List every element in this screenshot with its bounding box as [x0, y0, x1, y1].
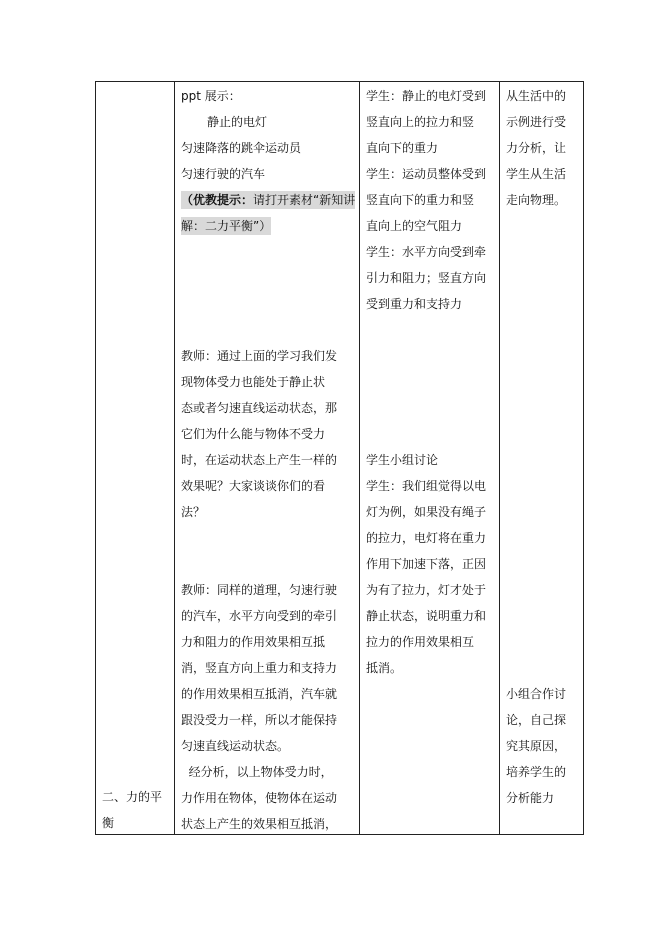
intent-line: 学生从生活 — [506, 167, 567, 181]
teacher-answer-line: 力作用在物体，使物体在运动 — [181, 791, 338, 805]
teacher-question-line: 教师：通过上面的学习我们发 — [181, 349, 338, 363]
ppt-label: ppt 展示： — [181, 89, 241, 103]
student-answer-line: 直向下的重力 — [366, 141, 439, 155]
design-intent-column — [500, 82, 584, 834]
intent-line: 走向物理。 — [506, 193, 567, 207]
section-title-line: 衡 — [102, 816, 115, 830]
section-title-line: 二、力的平 — [102, 790, 163, 804]
teacher-question-line: 时，在运动状态上产生一样的 — [181, 453, 338, 467]
teacher-answer-line: 教师：同样的道理，匀速行驶 — [181, 583, 338, 597]
teacher-answer-line: 经分析，以上物体受力时， — [181, 765, 333, 779]
tip-line — [181, 191, 355, 209]
student-answer-line: 受到重力和支持力 — [366, 297, 463, 311]
student-answer-line: 学生：水平方向受到牵 — [366, 245, 487, 259]
discussion-line: 抵消。 — [366, 661, 403, 675]
student-answer-line: 直向上的空气阻力 — [366, 219, 463, 233]
teacher-question-line: 效果呢？大家谈谈你们的看 — [181, 479, 326, 493]
discussion-line: 灯为例，如果没有绳子 — [366, 505, 487, 519]
teacher-answer-line: 消，竖直方向上重力和支持力 — [181, 661, 338, 675]
intent-line: 示例进行受 — [506, 115, 567, 129]
intent-line: 分析能力 — [506, 791, 555, 805]
teacher-answer-line: 的汽车，水平方向受到的牵引 — [181, 609, 338, 623]
tip-bold: （优教提示： — [181, 193, 254, 207]
example-line: 匀速行驶的汽车 — [181, 167, 266, 181]
example-line: 静止的电灯 — [207, 115, 268, 129]
teacher-question-line: 法？ — [181, 505, 206, 519]
student-answer-line: 引力和阻力；竖直方向 — [366, 271, 487, 285]
student-answer-line: 竖直向上的拉力和竖 — [366, 115, 475, 129]
intent-line: 力分析，让 — [506, 141, 567, 155]
discussion-line: 学生：我们组觉得以电 — [366, 479, 487, 493]
discussion-line: 拉力的作用效果相互 — [366, 635, 475, 649]
teacher-question-line: 它们为什么能与物体不受力 — [181, 427, 326, 441]
discussion-line: 学生小组讨论 — [366, 453, 439, 467]
discussion-line: 静止状态，说明重力和 — [366, 609, 487, 623]
student-answer-line: 学生：运动员整体受到 — [366, 167, 487, 181]
discussion-line: 作用下加速下落，正因 — [366, 557, 487, 571]
teacher-question-line: 现物体受力也能处于静止状 — [181, 375, 326, 389]
intent-line: 培养学生的 — [506, 765, 567, 779]
intent-line: 究其原因， — [506, 739, 567, 753]
teacher-question-line: 态或者匀速直线运动状态，那 — [181, 401, 338, 415]
example-line: 匀速降落的跳伞运动员 — [181, 141, 302, 155]
student-answer-line: 学生：静止的电灯受到 — [366, 89, 487, 103]
teacher-answer-line: 力和阻力的作用效果相互抵 — [181, 635, 326, 649]
intent-line: 从生活中的 — [506, 89, 567, 103]
lesson-table — [95, 81, 584, 835]
teacher-answer-line: 匀速直线运动状态。 — [181, 739, 290, 753]
section-column — [96, 82, 174, 834]
teacher-answer-line: 的作用效果相互抵消，汽车就 — [181, 687, 338, 701]
discussion-line: 为有了拉力，灯才处于 — [366, 583, 487, 597]
tip-line: 解：二力平衡”） — [181, 219, 272, 233]
tip-text: 请打开素材“新知讲 — [253, 193, 356, 207]
student-answer-line: 竖直向下的重力和竖 — [366, 193, 475, 207]
teacher-activity-column — [175, 82, 359, 834]
teacher-answer-line: 状态上产生的效果相互抵消， — [181, 817, 338, 831]
discussion-line: 的拉力，电灯将在重力 — [366, 531, 487, 545]
intent-line: 论，自己探 — [506, 713, 567, 727]
intent-line: 小组合作讨 — [506, 687, 567, 701]
student-activity-column — [360, 82, 499, 834]
teacher-answer-line: 跟没受力一样，所以才能保持 — [181, 713, 338, 727]
